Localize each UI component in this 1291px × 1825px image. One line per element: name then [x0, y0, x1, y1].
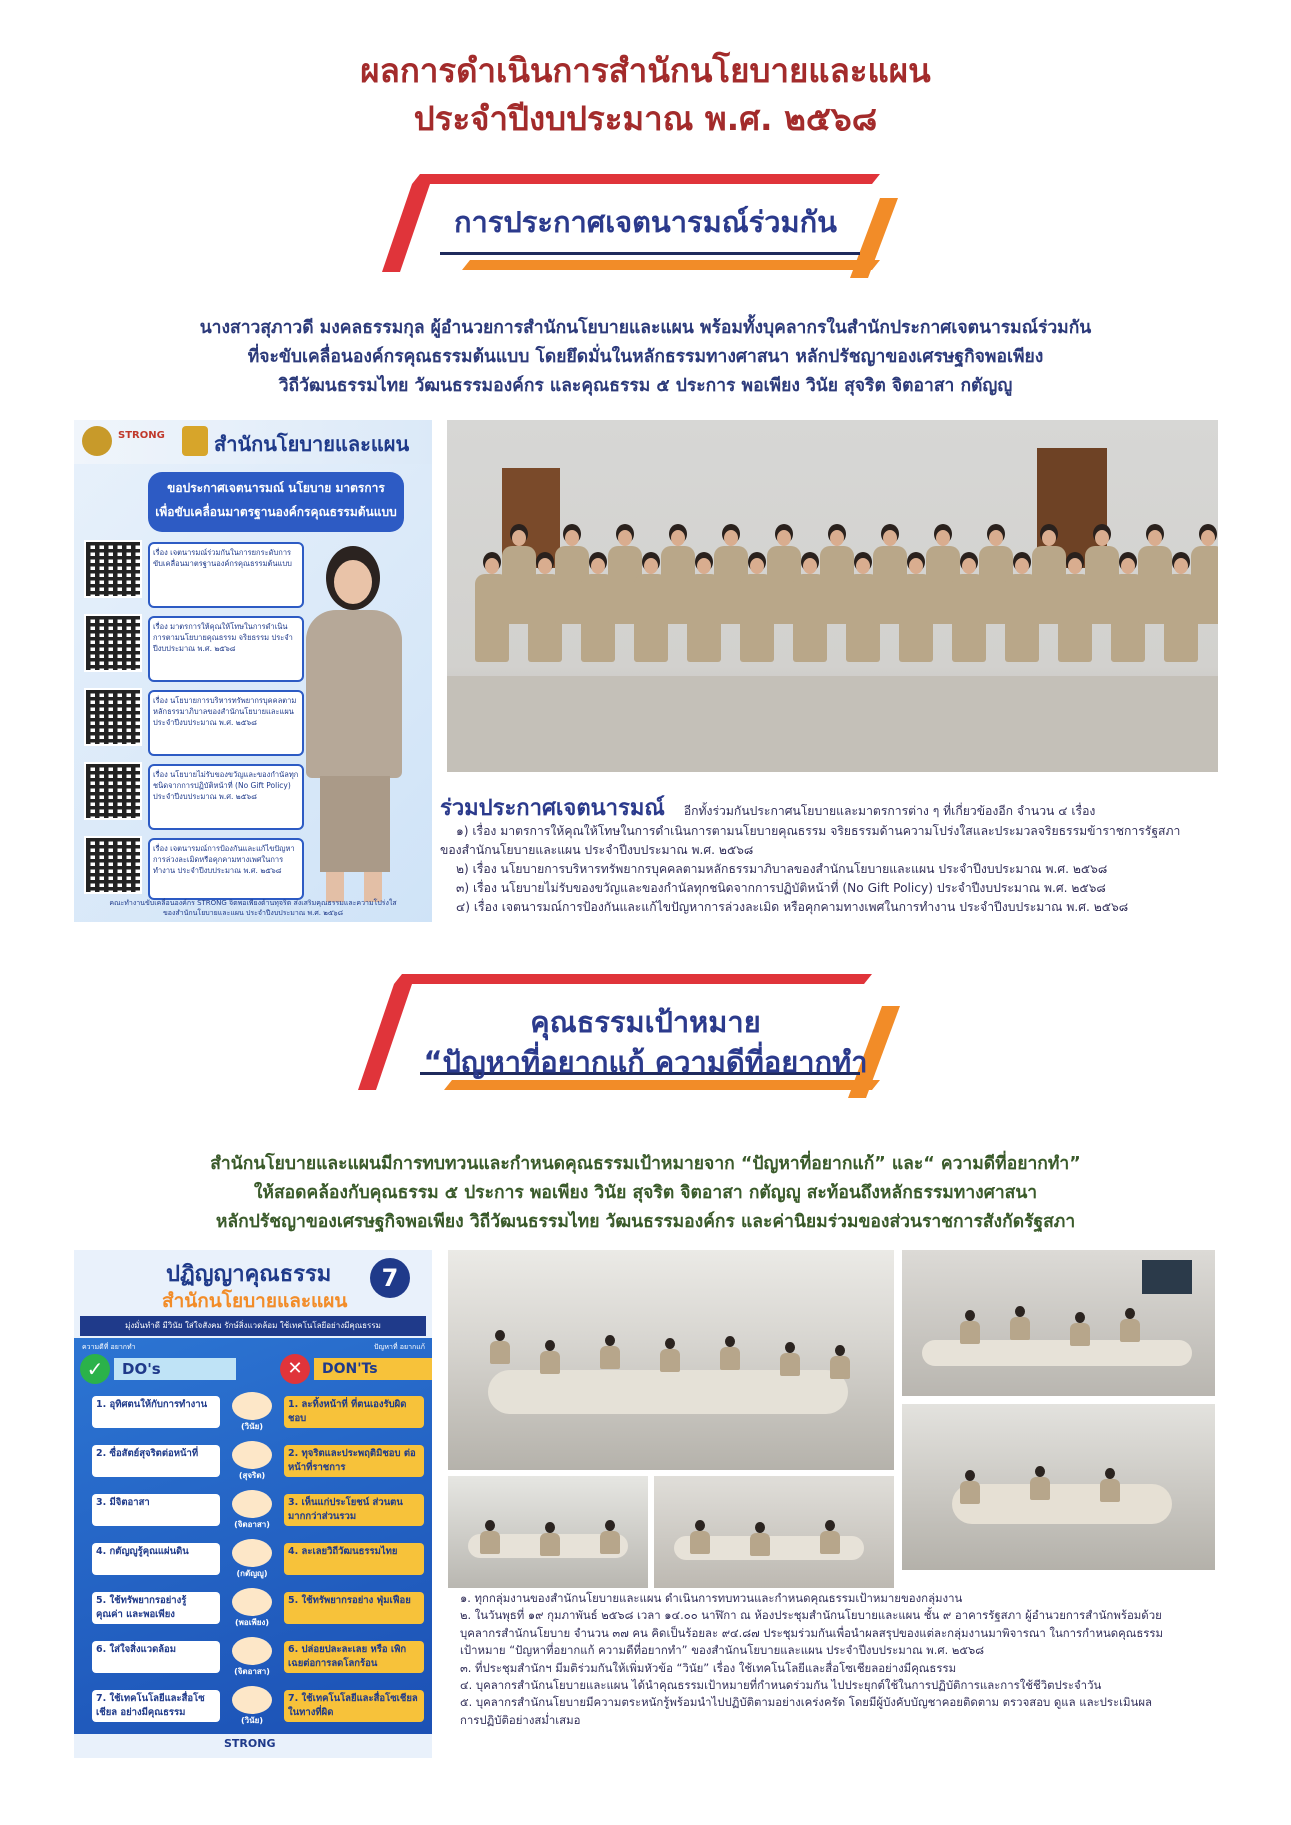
section2-heading-line2: “ปัญหาที่อยากแก้ ความดีที่อยากทำ [423, 1045, 868, 1079]
section2-banner [0, 968, 1291, 1108]
section2-paragraph [60, 1150, 1231, 1237]
attendee [750, 1522, 770, 1556]
do-item: 4. กตัญญูรู้คุณแผ่นดิน [92, 1543, 220, 1575]
list-item: ๔. บุคลากรสำนักนโยบายและแผน ได้นำคุณธรรมเป้าหมายที่กำหนดร่วมกัน ไปประยุกต์ใช้ในการปฏิบัติการและการใช้ชีวิตประจำวัน [460, 1678, 1102, 1693]
caption-title: ร่วมประกาศเจตนารมณ์ [440, 796, 665, 821]
qr-code-icon [84, 688, 142, 746]
attendee [830, 1345, 850, 1379]
declaration-poster [74, 420, 432, 922]
section2-heading-line1: คุณธรรมเป้าหมาย [530, 1005, 761, 1039]
attendee [780, 1342, 800, 1376]
list-item: ๒. ในวันพุธที่ ๑๙ กุมภาพันธ์ ๒๕๖๘ เวลา ๑๔.๐๐ นาฬิกา ณ ห้องประชุมสำนักนโยบายและแผน ชั้น ๙ อาคารรัฐสภา ผู้อำนวยการสำนักพร้อมด้วย [460, 1608, 1162, 1623]
virtue-poster-title: ปฏิญญาคุณธรรม [166, 1262, 332, 1287]
virtue-row [74, 1586, 432, 1630]
meeting-table [488, 1370, 848, 1414]
emblem-icon [82, 426, 112, 456]
list-item: เป้าหมาย “ปัญหาที่อยากแก้ ความดีที่อยากทำ” ของสำนักนโยบายและแผน ประจำปีงบประมาณ พ.ศ. ๒๕๖๘ [460, 1643, 985, 1658]
staff-member [1191, 524, 1219, 654]
badge-icon [182, 426, 208, 456]
list-item: ของสำนักนโยบายและแผน ประจำปีงบประมาณ พ.ศ. ๒๕๖๘ [440, 843, 754, 857]
attendee [820, 1520, 840, 1554]
attendee [690, 1520, 710, 1554]
attendee [960, 1310, 980, 1344]
director-uniform [306, 610, 402, 778]
declaration-list [440, 822, 1240, 917]
attendee [600, 1335, 620, 1369]
dos-header: DO's [114, 1358, 236, 1380]
dont-item: 4. ละเลยวิถีวัฒนธรรมไทย [284, 1543, 424, 1575]
paragraph-line: ที่จะขับเคลื่อนองค์กรคุณธรรมต้นแบบ โดยยึดมั่นในหลักธรรมทางศาสนา หลักปรัชญาของเศรษฐกิจพอเพียง [247, 347, 1044, 367]
attendee [660, 1338, 680, 1372]
seven-badge: 7 [370, 1258, 410, 1298]
virtue-name: (จิตอาสา) [234, 1520, 270, 1529]
virtue-name: (สุจริต) [238, 1471, 266, 1480]
virtue-illustration-icon [232, 1392, 272, 1420]
qr-code-icon [84, 614, 142, 672]
cross-icon: ✕ [280, 1354, 310, 1384]
attendee [1030, 1466, 1050, 1500]
poster-subtitle-line1: ขอประกาศเจตนารมณ์ นโยบาย มาตรการ [167, 481, 385, 495]
page-title-line2: ประจำปีงบประมาณ พ.ศ. ๒๕๖๘ [413, 99, 878, 138]
attendee [600, 1520, 620, 1554]
caption-intro: อีกทั้งร่วมกันประกาศนโยบายและมาตรการต่าง ๆ ที่เกี่ยวข้องอีก จำนวน ๔ เรื่อง [683, 804, 1096, 818]
poster-footer-line2: ของสำนักนโยบายและแผน ประจำปีงบประมาณ พ.ศ. ๒๕๖๘ [163, 909, 343, 917]
group-photo [447, 420, 1218, 772]
donts-caption: ปัญหาที่ อยากแก้ [374, 1343, 426, 1351]
virtue-poster [74, 1250, 432, 1758]
poster-subtitle-line2: เพื่อขับเคลื่อนมาตรฐานองค์กรคุณธรรมต้นแบบ [155, 505, 397, 519]
list-item: ๒) เรื่อง นโยบายการบริหารทรัพยากรบุคคลตามหลักธรรมาภิบาลของสำนักนโยบายและแผน ประจำปีงบประมาณ พ.ศ. ๒๕๖๘ [456, 862, 1108, 876]
do-item: 5. ใช้ทรัพยากรอย่างรู้ คุณค่า และพอเพียง [92, 1592, 220, 1624]
list-item: บุคลากรสำนักนโยบาย จำนวน ๓๗ คน คิดเป็นร้อยละ ๙๔.๘๗ ประชุมร่วมกันเพื่อนำผลสรุปของแต่ละกลุ่มงานมาพิจารณา ในการกำหนดคุณธรรม [460, 1625, 1164, 1640]
virtue-name: (วินัย) [241, 1422, 263, 1431]
do-item: 2. ซื่อสัตย์สุจริตต่อหน้าที่ [92, 1445, 220, 1477]
list-item: ๓) เรื่อง นโยบายไม่รับของขวัญและของกำนัลทุกชนิดจากการปฏิบัติหน้าที่ (No Gift Policy) ประจำปีงบประมาณ พ.ศ. ๒๕๖๘ [456, 881, 1106, 895]
virtue-row [74, 1439, 432, 1483]
attendee [480, 1520, 500, 1554]
virtue-row [74, 1635, 432, 1679]
attendee [960, 1470, 980, 1504]
dont-item: 7. ใช้เทคโนโลยีและสื่อโซเชียล ในทางที่ผิด [284, 1690, 424, 1722]
dont-item: 2. ทุจริตและประพฤติมิชอบ ต่อหน้าที่ราชการ [284, 1445, 424, 1477]
paragraph-line: สำนักนโยบายและแผนมีการทบทวนและกำหนดคุณธรรมเป้าหมายจาก “ปัญหาที่อยากแก้” และ“ ความดีที่อยากทำ” [210, 1154, 1081, 1174]
do-item: 7. ใช้เทคโนโลยีและสื่อโซเชียล อย่างมีคุณธรรม [92, 1690, 220, 1722]
paragraph-line: หลักปรัชญาของเศรษฐกิจพอเพียง วิถีวัฒนธรรมไทย วัฒนธรรมองค์กร และค่านิยมร่วมของส่วนราชการสังกัดรัฐสภา [215, 1212, 1076, 1232]
do-item: 6. ใส่ใจสิ่งแวดล้อม [92, 1641, 220, 1673]
donts-header: DON'Ts [314, 1358, 432, 1380]
paragraph-line: วิถีวัฒนธรรมไทย วัฒนธรรมองค์กร และคุณธรรม ๕ ประการ พอเพียง วินัย สุจริต จิตอาสา กตัญญู [278, 376, 1013, 396]
dont-item: 5. ใช้ทรัพยากรอย่าง ฟุ่มเฟือย [284, 1592, 424, 1624]
qr-code-icon [84, 540, 142, 598]
list-item: การปฏิบัติอย่างสม่ำเสมอ [460, 1712, 581, 1727]
section1-paragraph [60, 314, 1231, 401]
dos-caption: ความดีที่ อยากทำ [82, 1343, 136, 1351]
poster-item: เรื่อง นโยบายไม่รับของขวัญและของกำนัลทุกชนิดจากการปฏิบัติหน้าที่ (No Gift Policy) ประจำปีงบประมาณ พ.ศ. ๒๕๖๘ [148, 764, 304, 830]
paragraph-line: นางสาวสุภาวดี มงคลธรรมกุล ผู้อำนวยการสำนักนโยบายและแผน พร้อมทั้งบุคลากรในสำนักประกาศเจตนารมณ์ร่วมกัน [199, 318, 1092, 338]
attendee [1100, 1468, 1120, 1502]
list-item: ๓. ที่ประชุมสำนักฯ มีมติร่วมกันให้เพิ่มหัวข้อ “วินัย” เรื่อง ใช้เทคโนโลยีและสื่อโซเชียลอย่างมีคุณธรรม [460, 1660, 957, 1675]
virtue-illustration-icon [232, 1588, 272, 1616]
dont-item: 1. ละทิ้งหน้าที่ ที่ตนเองรับผิดชอบ [284, 1396, 424, 1428]
virtue-footer-logo: STRONG [224, 1737, 276, 1750]
virtue-process-list [460, 1590, 1250, 1729]
dont-item: 3. เห็นแก่ประโยชน์ ส่วนตนมากกว่าส่วนรวม [284, 1494, 424, 1526]
virtue-row [74, 1390, 432, 1434]
attendee [540, 1522, 560, 1556]
attendee [720, 1336, 740, 1370]
virtue-poster-office: สำนักนโยบายและแผน [162, 1290, 348, 1312]
attendee [1120, 1308, 1140, 1342]
do-item: 1. อุทิศตนให้กับการทำงาน [92, 1396, 220, 1428]
virtue-illustration-icon [232, 1539, 272, 1567]
do-item: 3. มีจิตอาสา [92, 1494, 220, 1526]
virtue-illustration-icon [232, 1686, 272, 1714]
dont-item: 6. ปล่อยปละละเลย หรือ เพิกเฉยต่อการลดโลกร้อน [284, 1641, 424, 1673]
virtue-illustration-icon [232, 1441, 272, 1469]
virtue-name: (กตัญญู) [236, 1569, 268, 1578]
virtue-name: (จิตอาสา) [234, 1667, 270, 1676]
poster-item: เรื่อง เจตนารมณ์ร่วมกันในการยกระดับการขับเคลื่อนมาตรฐานองค์กรคุณธรรมต้นแบบ [148, 542, 304, 608]
list-item: ๑) เรื่อง มาตรการให้คุณให้โทษในการดำเนินการตามนโยบายคุณธรรม จริยธรรมด้านความโปร่งใสและประมวลจริยธรรมข้าราชการรัฐสภา [456, 824, 1181, 838]
director-skirt [320, 776, 390, 872]
qr-code-icon [84, 762, 142, 820]
section1-banner [0, 168, 1291, 288]
virtue-illustration-icon [232, 1490, 272, 1518]
attendee [1070, 1312, 1090, 1346]
virtue-row [74, 1684, 432, 1728]
paragraph-line: ให้สอดคล้องกับคุณธรรม ๕ ประการ พอเพียง วินัย สุจริต จิตอาสา กตัญญู สะท้อนถึงหลักธรรมทางศาสนา [253, 1183, 1038, 1203]
meeting-photo [902, 1250, 1215, 1396]
attendee [490, 1330, 510, 1364]
section1-heading: การประกาศเจตนารมณ์ร่วมกัน [453, 205, 838, 239]
strong-logo: STRONG [118, 430, 165, 441]
attendee [540, 1340, 560, 1374]
virtue-name: (พอเพียง) [235, 1618, 269, 1627]
check-icon: ✓ [80, 1354, 110, 1384]
page-title-line1: ผลการดำเนินการสำนักนโยบายและแผน [360, 51, 931, 90]
director-face [334, 560, 372, 604]
list-item: ๔) เรื่อง เจตนารมณ์การป้องกันและแก้ไขปัญหาการล่วงละเมิด หรือคุกคามทางเพศในการทำงาน ประจำปีงบประมาณ พ.ศ. ๒๕๖๘ [456, 900, 1129, 914]
qr-code-icon [84, 836, 142, 894]
poster-subtitle [148, 472, 404, 532]
poster-item: เรื่อง เจตนารมณ์การป้องกันและแก้ไขปัญหาการล่วงละเมิดหรือคุกคามทางเพศในการทำงาน ประจำปีงบประมาณ พ.ศ. ๒๕๖๘ [148, 838, 304, 900]
declaration-caption [440, 790, 1240, 825]
list-item: ๑. ทุกกลุ่มงานของสำนักนโยบายและแผน ดำเนินการทบทวนและกำหนดคุณธรรมเป้าหมายของกลุ่มงาน [460, 1591, 963, 1605]
poster-item: เรื่อง มาตรการให้คุณให้โทษในการดำเนินการตามนโยบายคุณธรรม จริยธรรม ประจำปีงบประมาณ พ.ศ. ๒๕๖๘ [148, 616, 304, 682]
poster-item: เรื่อง นโยบายการบริหารทรัพยากรบุคคลตามหลักธรรมาภิบาลของสำนักนโยบายและแผน ประจำปีงบประมาณ พ.ศ. ๒๕๖๘ [148, 690, 304, 756]
virtue-row [74, 1488, 432, 1532]
virtue-name: (วินัย) [241, 1716, 263, 1725]
virtue-row [74, 1537, 432, 1581]
meeting-photo [902, 1404, 1215, 1570]
list-item: ๕. บุคลากรสำนักนโยบายมีความตระหนักรู้พร้อมนำไปปฏิบัติตามอย่างเคร่งครัด โดยมีผู้บังคับบัญชาคอยติดตาม ตรวจสอบ ดูแล และประเมินผล [460, 1695, 1152, 1710]
virtue-illustration-icon [232, 1637, 272, 1665]
poster-office-name: สำนักนโยบายและแผน [214, 432, 410, 456]
poster-footer-line1: คณะทำงานขับเคลื่อนองค์กร STRONG จิตพอเพียงต้านทุจริต ส่งเสริมคุณธรรมและความโปร่งใส [109, 899, 397, 907]
screen-icon [1142, 1260, 1192, 1294]
attendee [1010, 1306, 1030, 1340]
poster-footer [74, 898, 432, 918]
virtue-slogan: มุ่งมั่นทำดี มีวินัย ใส่ใจสังคม รักษ์สิ่งแวดล้อม ใช้เทคโนโลยีอย่างมีคุณธรรม [80, 1316, 426, 1336]
